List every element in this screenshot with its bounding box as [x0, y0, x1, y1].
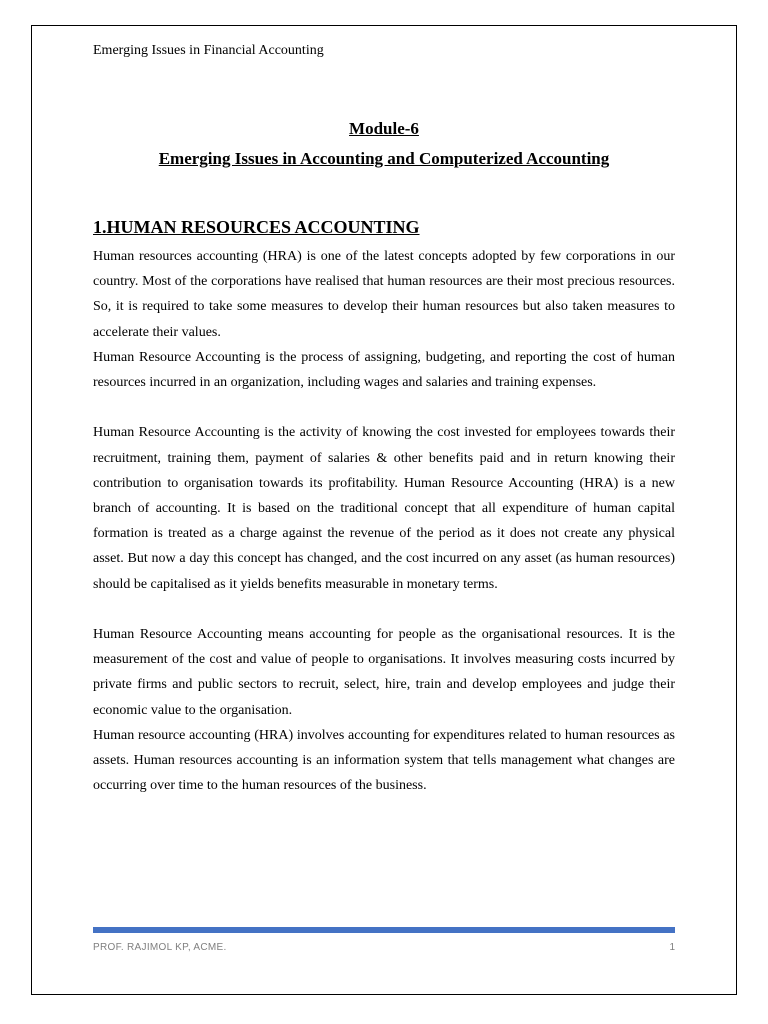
running-header: Emerging Issues in Financial Accounting — [93, 43, 324, 58]
footer-rule — [93, 927, 675, 933]
module-subtitle: Emerging Issues in Accounting and Computerized Accounting — [158, 149, 610, 168]
module-title: Module-6 — [349, 119, 419, 138]
paragraph-5: Human resource accounting (HRA) involves accounting for expenditures related to human resources as assets. Human resources accounting is an information system that tells management what changes are occurring over time to the human resources of the business. — [93, 727, 675, 794]
section-heading: 1.HUMAN RESOURCES ACCOUNTING — [93, 217, 420, 237]
footer-author: PROF. RAJIMOL KP, ACME. — [93, 942, 227, 953]
paragraph-3: Human Resource Accounting is the activity of knowing the cost invested for employees towards their recruitment, training them, payment of salaries & other benefits paid and in return knowing their contribution to organisation towards its profitability. Human Resource Accounting (HRA) is a new branch of accounting. It is based on the traditional concept that all expenditure of human capital formation is treated as a charge against the revenue of the period as it does not create any physical asset. But now a day this concept has changed, and the cost incurred on any asset (as human resources) should be capitalised as it yields benefits measurable in monetary terms. — [93, 425, 675, 592]
section-body — [93, 244, 675, 798]
page-number: 1 — [669, 942, 675, 953]
paragraph-1: Human resources accounting (HRA) is one of the latest concepts adopted by few corporations in our country. Most of the corporations have realised that human resources are their most precious resources. So, it is required to take some measures to develop their human resources but also taken measures to accelerate their values. — [93, 249, 675, 340]
paragraph-4: Human Resource Accounting means accounting for people as the organisational resources. It is the measurement of the cost and value of people to organisations. It involves measuring costs incurred by private firms and public sectors to recruit, select, hire, train and develop employees and judge their economic value to the organisation. — [93, 627, 675, 718]
paragraph-2: Human Resource Accounting is the process of assigning, budgeting, and reporting the cost of human resources incurred in an organization, including wages and salaries and training expenses. — [93, 349, 675, 391]
